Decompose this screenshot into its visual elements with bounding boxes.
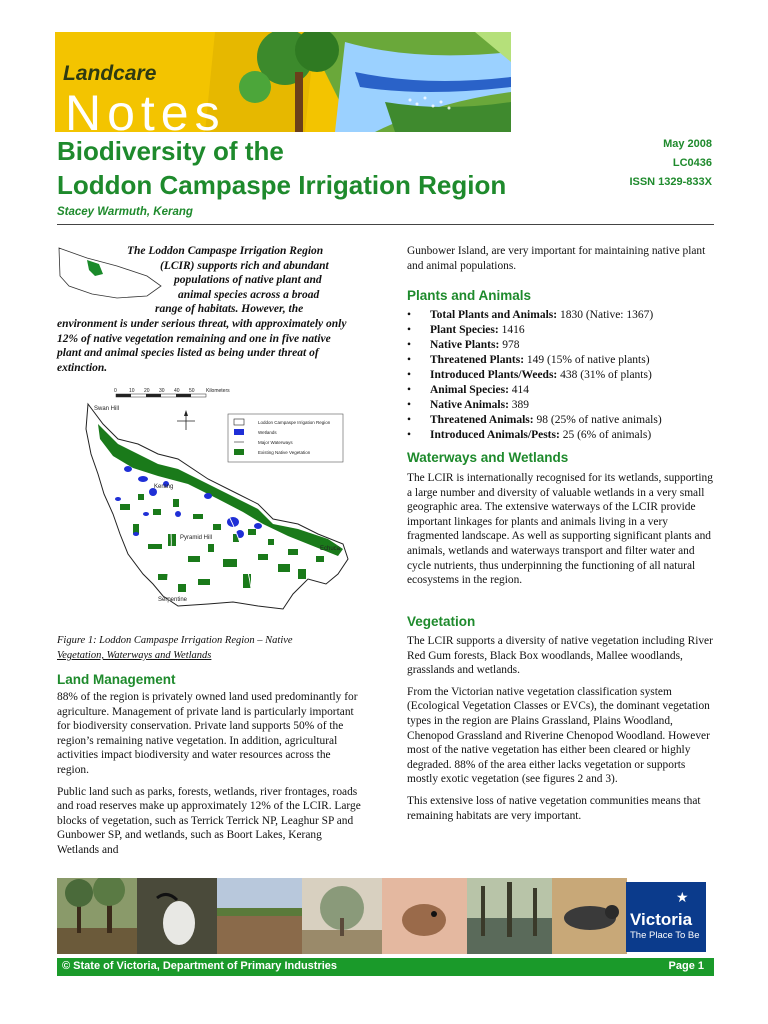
- list-item: • Plant Species: 1416: [407, 324, 525, 336]
- intro-line-5: range of habitats. However, the: [155, 303, 304, 316]
- star-icon: [626, 882, 706, 912]
- ibis-photo: [137, 878, 217, 954]
- intro-line-3: populations of native plant and: [174, 274, 322, 287]
- lizard-photo: [552, 878, 627, 954]
- copyright: © State of Victoria, Department of Primary Industries: [62, 960, 338, 972]
- legend-swatch-wetlands: [234, 429, 244, 435]
- place-label: Swan Hill: [94, 406, 120, 412]
- series-big: Notes: [65, 85, 226, 132]
- place-label: Kerang: [154, 484, 174, 490]
- intro-text: [57, 244, 357, 375]
- place-label: Serpentine: [158, 597, 188, 603]
- scale-tick: 20: [144, 388, 150, 394]
- heading-vegetation: Vegetation: [407, 614, 476, 629]
- marsupial-in-hand-photo: [382, 878, 467, 954]
- place-label: Echuca: [320, 546, 341, 552]
- land-paragraph-1: 88% of the region is privately owned land used predominantly for agriculture. Management of private land is particularly important for biodiversity conservation. Private land supports 50% of the region’s remaining native vegetation. In addition, agricultural activities impact biodiversity and water resources across the region.: [57, 691, 358, 776]
- heading-waterways-wetlands: Waterways and Wetlands: [407, 450, 569, 465]
- legend-label: Existing Native Vegetation: [258, 450, 311, 455]
- vegetation-paragraph-3: This extensive loss of native vegetation communities means that remaining habitats are very important.: [407, 794, 701, 822]
- scale-bar: [114, 388, 230, 397]
- legend-swatch-vegetation: [234, 449, 244, 455]
- series-word: Landcare: [63, 62, 157, 85]
- intro-line-1: The Loddon Campaspe Irrigation Region: [127, 245, 324, 257]
- header-divider: [57, 224, 714, 225]
- scale-tick: 50: [189, 388, 195, 394]
- right-continuation: [407, 244, 713, 280]
- intro-line-2: (LCIR) supports rich and abundant: [160, 259, 329, 272]
- place-label: Pyramid Hill: [180, 535, 213, 541]
- page-number: Page 1: [668, 960, 704, 972]
- legend-swatch-region: [234, 419, 244, 425]
- region-map: [58, 384, 358, 622]
- intro-line-4: animal species across a broad: [178, 288, 320, 301]
- scale-tick: 40: [174, 388, 180, 394]
- vegetation-text: [407, 634, 713, 830]
- list-item: • Animal Species: 414: [407, 384, 530, 396]
- waterways-paragraph: The LCIR is internationally recognised for its wetlands, supporting a large number and diversity of valuable wetlands in a very small geographic area. The extensive waterways of the LCIR provide important linkages for plants and animals living in a very fragmented landscape. As well as supporting significant plants and animals, wetlands and waterways transport and filter water and cycle nutrients, thus underpinning the functioning of all natural ecosystems in the region.: [407, 472, 713, 587]
- legend-label: Loddon Campaspe Irrigation Region: [258, 420, 331, 425]
- list-item: • Introduced Animals/Pests: 25 (6% of animals): [407, 429, 652, 441]
- list-item: • Native Plants: 978: [407, 339, 520, 351]
- page-title-line2: Loddon Campaspe Irrigation Region: [57, 170, 507, 200]
- date: May 2008: [663, 138, 712, 150]
- vegetation-paragraph-1: The LCIR supports a diversity of native vegetation including River Red Gum forests, Black Box woodlands, Mallee woodlands, grasslands and wetlands.: [407, 635, 713, 677]
- heading-land-management: Land Management: [57, 672, 176, 687]
- list-item: • Total Plants and Animals: 1830 (Native: 1367): [407, 309, 654, 321]
- caption-line-1: Figure 1: Loddon Campaspe Irrigation Region – Native: [57, 635, 293, 646]
- list-item: • Introduced Plants/Weeds: 438 (31% of plants): [407, 369, 652, 381]
- heading-plants-animals: Plants and Animals: [407, 288, 532, 303]
- svg-text:★: ★: [676, 890, 689, 906]
- legend-label: Major Waterways: [258, 440, 293, 445]
- page-title-line1: Biodiversity of the: [57, 136, 284, 166]
- continuation-paragraph: Gunbower Island, are very important for maintaining native plant and animal populations.: [407, 245, 706, 272]
- scale-tick: 30: [159, 388, 165, 394]
- river-redgum-photo: [302, 878, 382, 954]
- photo-strip: [57, 878, 714, 954]
- north-arrow-icon: [177, 410, 195, 430]
- wetland-photo: [467, 878, 552, 954]
- scale-tick: 0: [114, 388, 117, 394]
- issn: ISSN 1329-833X: [629, 176, 712, 188]
- victoria-logo-tagline: The Place To Be: [630, 930, 700, 941]
- list-item: • Threatened Animals: 98 (25% of native animals): [407, 414, 662, 426]
- woodland-photo: [57, 878, 137, 954]
- landcare-notes-banner: [55, 32, 511, 132]
- intro-rest: environment is under serious threat, with approximately only 12% of native vegetation remaining and one in five native plant and animal species listed as being under threat of extinction.: [57, 317, 347, 374]
- list-item: • Native Animals: 389: [407, 399, 530, 411]
- code: LC0436: [672, 157, 712, 169]
- list-item: • Threatened Plants: 149 (15% of native plants): [407, 354, 650, 366]
- scale-tick: 10: [129, 388, 135, 394]
- legend-label: Wetlands: [258, 430, 277, 435]
- victoria-logo-name: Victoria: [630, 910, 693, 929]
- figure-caption: [57, 633, 357, 663]
- grassland-photo: [217, 878, 302, 954]
- caption-line-2: Vegetation, Waterways and Wetlands: [57, 650, 212, 661]
- scale-unit: Kilometers: [206, 388, 230, 394]
- vegetation-paragraph-2: From the Victorian native vegetation classification system (Ecological Vegetation Classes or EVCs), the dominant vegetation types in the region are Plains Grassland, Plains Woodland, Chenopod Grassland and Riverine Chenopod Woodland. However most of the native vegetation has either been cleared or highly degraded. 88% of the area either lacks vegetation or supports mostly exotic vegetation (see figures 2 and 3).: [407, 685, 710, 786]
- author: Stacey Warmuth, Kerang: [57, 206, 193, 218]
- land-management-text: [57, 690, 362, 865]
- land-paragraph-2: Public land such as parks, forests, wetlands, river frontages, roads and road reserves make up approximately 12% of the LCIR. Large blocks of vegetation, such as Terrick Terrick NP, Leaghur SP and Gunbower SP, and wetlands, such as Boort Lakes, Kerang Wetlands and: [57, 785, 361, 856]
- waterways-text: [407, 471, 713, 595]
- plants-animals-list: [407, 308, 713, 443]
- map-legend: [228, 414, 343, 462]
